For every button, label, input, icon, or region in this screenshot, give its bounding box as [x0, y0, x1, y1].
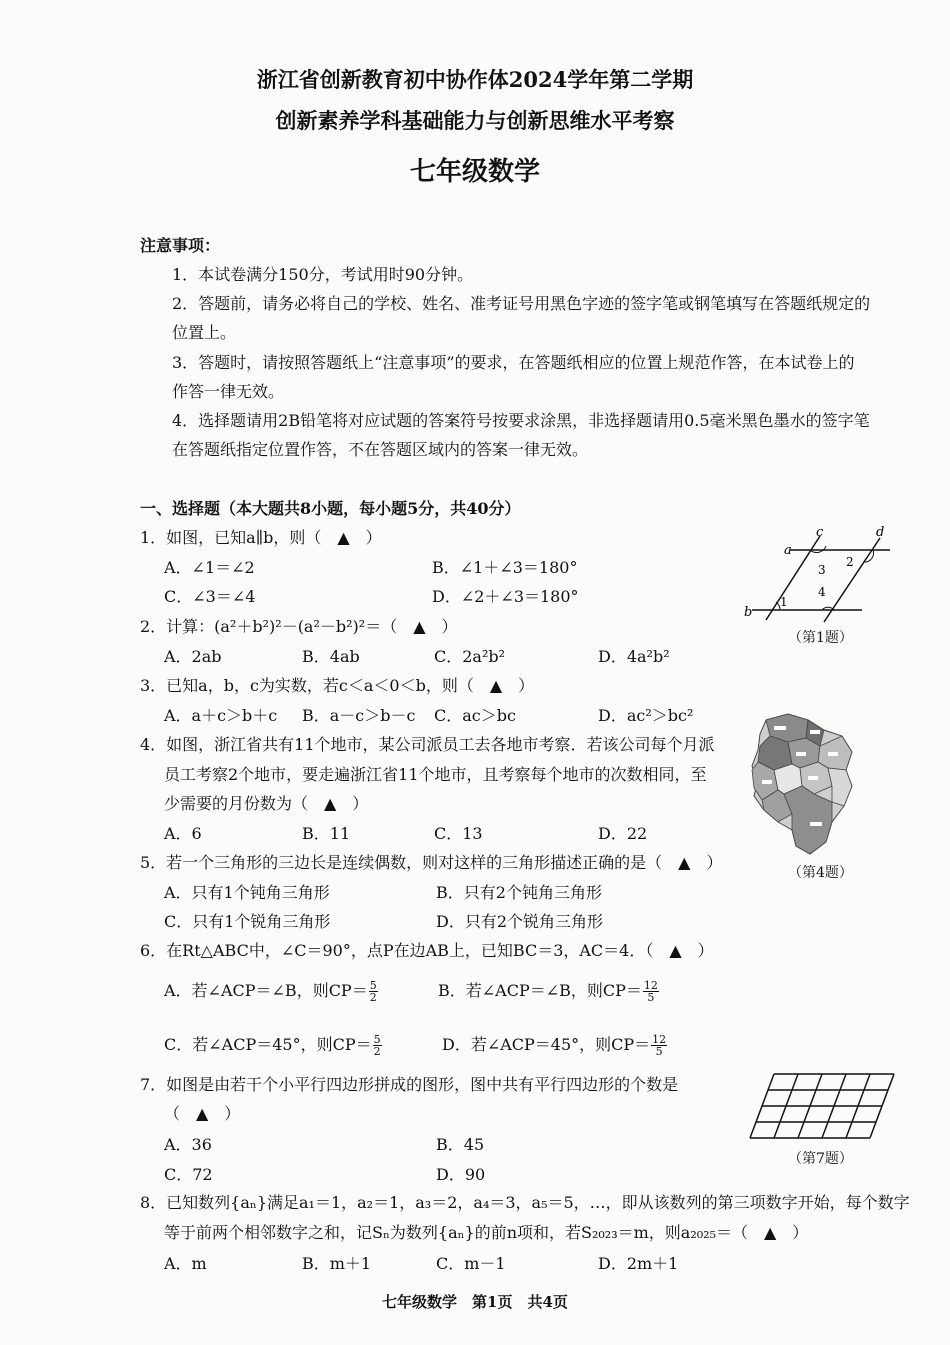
- notice-item-4-cont: 在答题纸指定位置作答，不在答题区域内的答案一律无效。: [172, 440, 589, 459]
- notice-item-1: 1．本试卷满分150分，考试用时90分钟。: [172, 265, 474, 284]
- notice-item-3-cont: 作答一律无效。: [172, 382, 285, 401]
- q6-option-a-text: A．若∠ACP＝∠B，则CP＝: [164, 981, 368, 1000]
- q1-option-b: B．∠1＋∠3＝180°: [432, 558, 578, 577]
- q6-b-denominator: 5: [647, 991, 655, 1004]
- q6-stem: 6．在Rt△ABC中，∠C＝90°，点P在边AB上，已知BC＝3，AC＝4．（ ▲ ）: [140, 941, 714, 960]
- q3-stem: 3．已知a，b，c为实数，若c＜a＜0＜b，则（ ▲ ）: [140, 676, 535, 695]
- q1-option-a: A．∠1＝∠2: [164, 558, 255, 577]
- q7-option-b: B．45: [436, 1135, 485, 1154]
- q3-option-a: A．a＋c＞b＋c: [164, 706, 278, 725]
- q4-option-a: A．6: [164, 824, 202, 843]
- q2-option-d: D．4a²b²: [598, 647, 670, 666]
- q1-angle-4: 4: [818, 585, 826, 599]
- zhejiang-map-figure: [748, 710, 860, 858]
- q1-stem: 1．如图，已知a∥b，则（ ▲ ）: [140, 528, 382, 547]
- q1-angle-1: 1: [780, 595, 788, 609]
- q6-option-c-text: C．若∠ACP＝45°，则CP＝: [164, 1035, 372, 1054]
- q7-parallelogram-grid-figure: [748, 1070, 898, 1142]
- q6-a-numerator: 5: [369, 979, 377, 992]
- q8-stem-line2: 等于前两个相邻数字之和，记Sₙ为数列{aₙ}的前n项和，若S₂₀₂₃＝m，则a₂₀₂₅＝（ ▲ ）: [164, 1223, 809, 1242]
- q1-option-c: C．∠3＝∠4: [164, 587, 256, 606]
- subject-title: 七年级数学: [409, 157, 540, 187]
- q3-option-b: B．a－c＞b－c: [302, 706, 416, 725]
- q7-stem: 7．如图是由若干个小平行四边形拼成的图形，图中共有平行四边形的个数是: [140, 1075, 679, 1094]
- q5-option-d: D．只有2个锐角三角形: [436, 912, 604, 931]
- q4-option-d: D．22: [598, 824, 648, 843]
- q4-option-b: B．11: [302, 824, 351, 843]
- q4-option-c: C．13: [434, 824, 483, 843]
- q1-angle-3: 3: [818, 563, 826, 577]
- notice-item-2-cont: 位置上。: [172, 323, 237, 342]
- q6-a-denominator: 2: [369, 991, 377, 1004]
- q3-option-c: C．ac＞bc: [434, 706, 516, 725]
- q8-option-b: B．m＋1: [302, 1254, 372, 1273]
- q7-option-a: A．36: [164, 1135, 212, 1154]
- exam-title-line1: 浙江省创新教育初中协作体2024学年第二学期: [256, 67, 694, 92]
- q4-caption: （第4题）: [788, 865, 853, 881]
- q4-stem-line3: 少需要的月份数为（ ▲ ）: [164, 794, 369, 813]
- q1-angle-2: 2: [846, 555, 854, 569]
- q8-option-c: C．m－1: [436, 1254, 506, 1273]
- q6-option-c: [164, 1034, 383, 1057]
- q2-option-c: C．2a²b²: [434, 647, 506, 666]
- notice-title: 注意事项：: [140, 236, 221, 255]
- q1-label-b: b: [744, 605, 753, 620]
- q1-label-d: d: [876, 525, 885, 540]
- q7-option-c: C．72: [164, 1165, 213, 1184]
- q6-option-d-fraction: [651, 1034, 667, 1057]
- q4-stem-line2: 员工考察2个地市，要走遍浙江省11个地市，且考察每个地市的次数相同，至: [164, 765, 707, 784]
- q6-c-denominator: 2: [373, 1045, 381, 1058]
- notice-item-4: 4．选择题请用2B铅笔将对应试题的答案符号按要求涂黑，非选择题请用0.5毫米黑色墨水的签字笔: [172, 411, 870, 430]
- q6-option-d-text: D．若∠ACP＝45°，则CP＝: [442, 1035, 651, 1054]
- q6-option-b-text: B．若∠ACP＝∠B，则CP＝: [438, 981, 642, 1000]
- q5-option-a: A．只有1个钝角三角形: [164, 883, 330, 902]
- exam-title-line2: 创新素养学科基础能力与创新思维水平考察: [275, 108, 675, 133]
- q6-option-a: [164, 980, 379, 1003]
- q1-caption: （第1题）: [788, 630, 853, 646]
- section-title: 一、选择题（本大题共8小题，每小题5分，共40分）: [140, 499, 521, 518]
- q6-option-b: [438, 980, 660, 1003]
- q6-option-a-fraction: [369, 980, 378, 1003]
- q2-option-b: B．4ab: [302, 647, 360, 666]
- q1-figure: [740, 524, 900, 624]
- q1-option-d: D．∠2＋∠3＝180°: [432, 587, 579, 606]
- q5-option-b: B．只有2个钝角三角形: [436, 883, 602, 902]
- q6-option-c-fraction: [373, 1034, 382, 1057]
- q5-stem: 5．若一个三角形的三边长是连续偶数，则对这样的三角形描述正确的是（ ▲ ）: [140, 853, 723, 872]
- q8-stem-line1: 8．已知数列{aₙ}满足a₁＝1，a₂＝1，a₃＝2，a₄＝3，a₅＝5，…，即从该数列的第三项数字开始，每个数字: [140, 1193, 910, 1212]
- q8-option-d: D．2m＋1: [598, 1254, 679, 1273]
- notice-item-3: 3．答题时，请按照答题纸上“注意事项”的要求，在答题纸相应的位置上规范作答，在本试卷上的: [172, 353, 855, 372]
- q7-answer-slot: （ ▲ ）: [164, 1104, 241, 1123]
- q5-option-c: C．只有1个锐角三角形: [164, 912, 331, 931]
- q1-label-a: a: [784, 543, 792, 558]
- q6-d-denominator: 5: [655, 1045, 663, 1058]
- q8-option-a: A．m: [164, 1254, 207, 1273]
- q3-option-d: D．ac²＞bc²: [598, 706, 694, 725]
- q2-stem: 2．计算：(a²＋b²)²－(a²－b²)²＝（ ▲ ）: [140, 617, 458, 636]
- q6-option-d: [442, 1034, 668, 1057]
- q6-option-b-fraction: [643, 980, 659, 1003]
- q6-c-numerator: 5: [373, 1033, 381, 1046]
- q1-label-c: c: [816, 525, 824, 540]
- q6-b-numerator: 12: [643, 979, 658, 992]
- q2-option-a: A．2ab: [164, 647, 222, 666]
- q4-stem-line1: 4．如图，浙江省共有11个地市，某公司派员工去各地市考察．若该公司每个月派: [140, 735, 715, 754]
- q7-option-d: D．90: [436, 1165, 486, 1184]
- q6-d-numerator: 12: [652, 1033, 667, 1046]
- page-footer: 七年级数学 第1页 共4页: [382, 1293, 568, 1311]
- notice-item-2: 2．答题前，请务必将自己的学校、姓名、准考证号用黑色字迹的签字笔或钢笔填写在答题纸规定的: [172, 294, 871, 313]
- q7-caption: （第7题）: [788, 1151, 853, 1167]
